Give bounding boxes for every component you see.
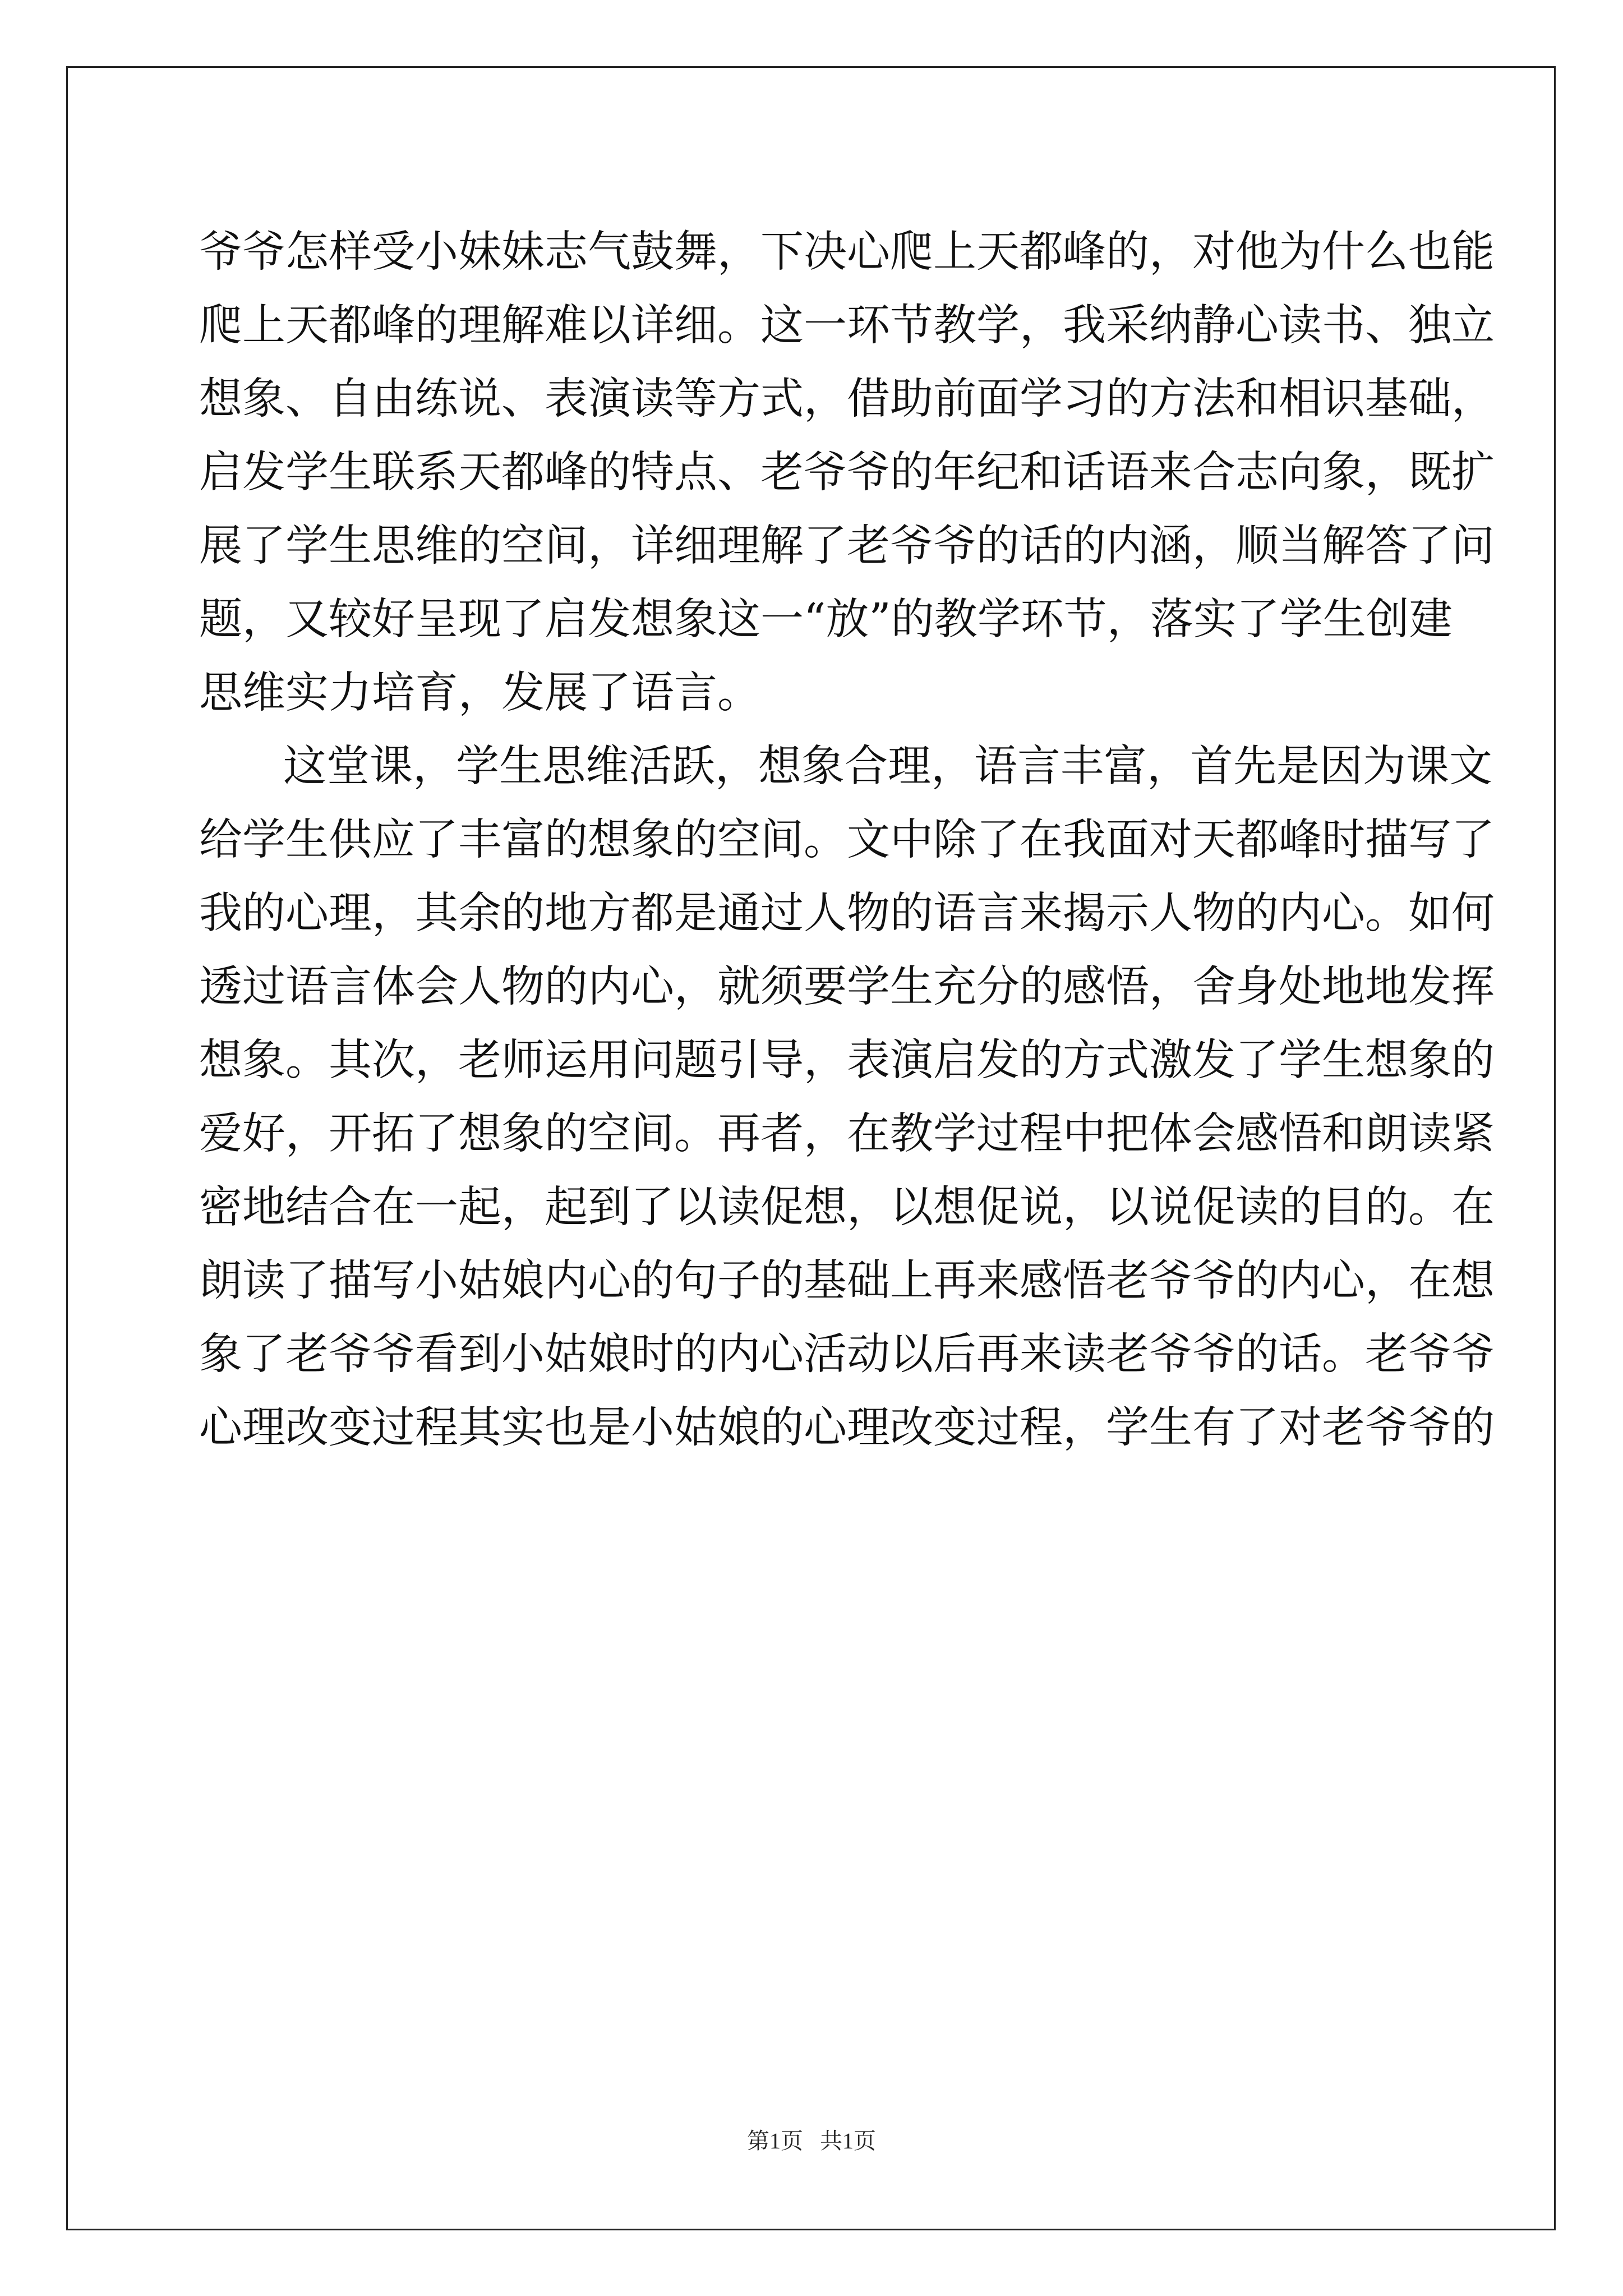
text-line-13: 爱好，开拓了想象的空间。再者，在教学过程中把体会感悟和朗读紧 bbox=[199, 1109, 1495, 1159]
text-line-6: 题，又较好呈现了启发想象这一“放”的教学环节，落实了学生创建 bbox=[199, 595, 1453, 645]
text-line-17: 心理改变过程其实也是小姑娘的心理改变过程，学生有了对老爷爷的 bbox=[199, 1403, 1495, 1453]
text-line-5: 展了学生思维的空间，详细理解了老爷爷的话的内涵，顺当解答了问 bbox=[199, 521, 1495, 571]
text-line-15: 朗读了描写小姑娘内心的句子的基础上再来感悟老爷爷的内心，在想 bbox=[199, 1256, 1495, 1306]
text-line-11: 透过语言体会人物的内心，就须要学生充分的感悟，舍身处地地发挥 bbox=[199, 962, 1495, 1012]
text-line-9: 给学生供应了丰富的想象的空间。文中除了在我面对天都峰时描写了 bbox=[199, 815, 1495, 865]
text-line-8: 这堂课，学生思维活跃，想象合理，语言丰富，首先是因为课文 bbox=[283, 742, 1492, 792]
text-line-3: 想象、自由练说、表演读等方式，借助前面学习的方法和相识基础， bbox=[199, 374, 1495, 424]
text-line-16: 象了老爷爷看到小姑娘时的内心活动以后再来读老爷爷的话。老爷爷 bbox=[199, 1329, 1495, 1379]
page-footer: 第1页 共1页 bbox=[747, 2128, 876, 2154]
text-line-14: 密地结合在一起，起到了以读促想，以想促说，以说促读的目的。在 bbox=[199, 1182, 1495, 1232]
text-line-2: 爬上天都峰的理解难以详细。这一环节教学，我采纳静心读书、独立 bbox=[199, 301, 1495, 351]
text-line-4: 启发学生联系天都峰的特点、老爷爷的年纪和话语来合志向象，既扩 bbox=[199, 448, 1495, 498]
text-line-10: 我的心理，其余的地方都是通过人物的语言来揭示人物的内心。如何 bbox=[199, 889, 1495, 938]
text-line-1: 爷爷怎样受小妹妹志气鼓舞，下决心爬上天都峰的，对他为什么也能 bbox=[199, 227, 1495, 277]
text-line-12: 想象。其次，老师运用问题引导，表演启发的方式激发了学生想象的 bbox=[199, 1036, 1495, 1085]
text-line-7: 思维实力培育，发展了语言。 bbox=[199, 668, 760, 718]
